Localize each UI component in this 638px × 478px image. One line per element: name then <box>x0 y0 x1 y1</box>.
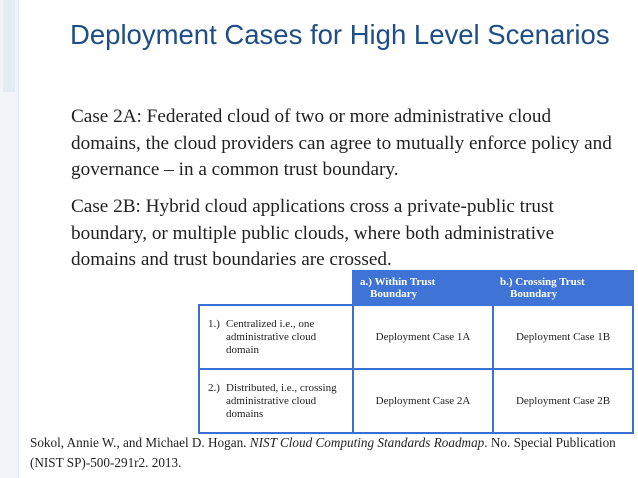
header-crossing-trust-line2: Boundary <box>510 288 558 300</box>
table-header-row <box>199 271 633 305</box>
slide-title: Deployment Cases for High Level Scenarios <box>70 19 610 50</box>
row-label-text: Centralized i.e., one administrative cloud domain <box>226 317 317 356</box>
row-number: 1.) <box>208 317 220 330</box>
citation-title: NIST Cloud Computing Standards Roadmap <box>249 435 485 450</box>
cell-case-2b: Deployment Case 2B <box>493 369 633 433</box>
cell-case-1b: Deployment Case 1B <box>493 305 633 369</box>
header-crossing-trust-line1: b.) Crossing Trust <box>500 276 585 288</box>
citation-authors: Sokol, Annie W., and Michael D. Hogan. <box>30 435 250 450</box>
citation-details: . No. Special Publication (NIST SP)-500-291r2. 2013. <box>30 435 616 470</box>
deployment-cases-table <box>198 270 634 434</box>
header-within-trust-line1: a.) Within Trust <box>360 276 436 288</box>
citation <box>30 433 630 473</box>
row-label-distributed <box>199 369 353 433</box>
table-row <box>199 305 633 369</box>
side-bar-accent <box>3 0 15 92</box>
table-row <box>199 369 633 433</box>
row-label-centralized <box>199 305 353 369</box>
header-within-trust-line2: Boundary <box>370 288 418 300</box>
cell-case-1a: Deployment Case 1A <box>353 305 493 369</box>
row-label-text: Distributed, i.e., crossing administrative cloud domains <box>226 381 337 420</box>
case-2a-paragraph: Case 2A: Federated cloud of two or more administrative cloud domains, the cloud providers can agree to mutually enforce policy and governance – in a common trust boundary. <box>71 106 612 180</box>
row-number: 2.) <box>208 381 220 394</box>
header-crossing-trust <box>493 271 633 305</box>
cell-case-2a: Deployment Case 2A <box>353 369 493 433</box>
case-2b-paragraph: Case 2B: Hybrid cloud applications cross a private-public trust boundary, or multiple public clouds, where both administrative domains and trust boundaries are crossed. <box>71 196 555 270</box>
slide-side-bar <box>0 0 19 478</box>
table-corner <box>199 271 353 305</box>
header-within-trust <box>353 271 493 305</box>
